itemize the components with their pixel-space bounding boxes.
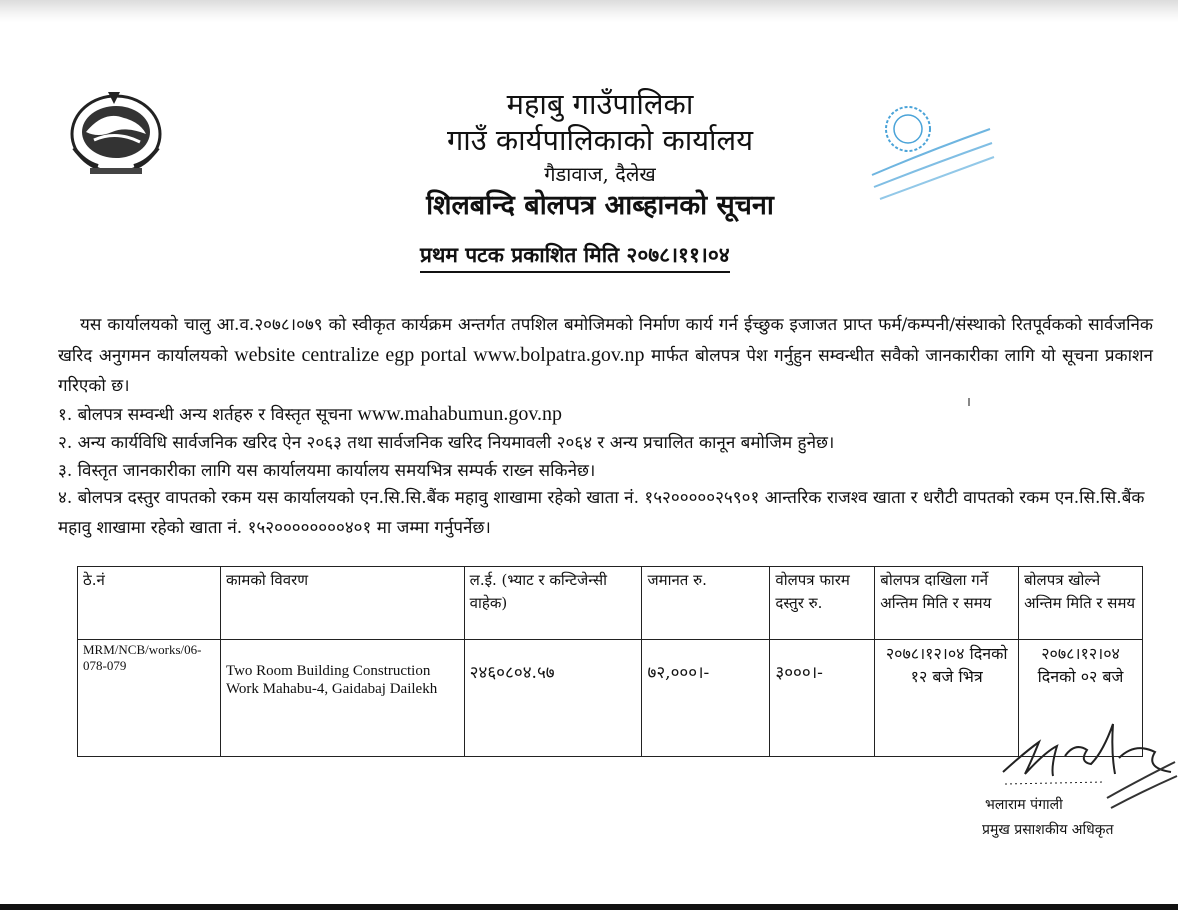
table-row [78, 640, 1143, 757]
scan-top-edge [0, 0, 1178, 22]
scan-mark [968, 398, 970, 406]
col-header-security: जमानत रु. [642, 567, 770, 640]
intro-paragraph [58, 310, 1153, 401]
notice-title: शिलबन्दि बोलपत्र आब्हानको सूचना [426, 190, 774, 221]
cell-security: ७२,०००।- [642, 640, 770, 757]
cell-ref: MRM/NCB/works/06-078-079 [78, 640, 221, 757]
office-name: गाउँ कार्यपालिकाको कार्यालय [446, 123, 754, 157]
point-3: ३. विस्तृत जानकारीका लागि यस कार्यालयमा कार्यालय समयभित्र सम्पर्क राख्न सकिनेछ। [58, 461, 596, 481]
government-emblem-icon [64, 82, 168, 180]
col-header-description: कामको विवरण [220, 567, 464, 640]
col-header-form-fee: वोलपत्र फारम दस्तुर रु. [770, 567, 875, 640]
col-header-estimate: ल.ई. (भ्याट र कन्टिजेन्सी वाहेक) [464, 567, 642, 640]
point-1-text: १. बोलपत्र सम्वन्धी अन्य शर्तहरु र विस्तृत सूचना [58, 405, 358, 425]
intro-text-part1: यस कार्यालयको चालु आ.व.२०७८।०७९ को स्वीकृत कार्यक्रम अन्तर्गत तपशिल बमोजिमको निर्माण कार्य गर्न ईच्छुक इजाजत प्राप्त फर्म/कम्पनी/संस्थाको रितपूर्वकको सार्वजनिक खरिद अनुगमन कार्यालयको [58, 315, 1153, 366]
col-header-ref: ठे.नं [78, 567, 221, 640]
point-2: २. अन्य कार्यविधि सार्वजनिक खरिद ऐन २०६३ तथा सार्वजनिक खरिद नियमावली २०६४ र अन्य प्रचालित कानून बमोजिम हुनेछ। [58, 433, 835, 453]
office-address: गैडावाज, दैलेख [544, 162, 656, 186]
table-header-row [78, 567, 1143, 640]
col-header-submit-deadline: बोलपत्र दाखिला गर्ने अन्तिम मिति र समय [875, 567, 1019, 640]
scan-bottom-edge [0, 904, 1178, 910]
tender-table [77, 566, 1143, 757]
municipality-website-link: www.mahabumun.gov.np [357, 403, 563, 425]
municipality-name: महाबु गाउँपालिका [506, 87, 694, 121]
point-4: ४. बोलपत्र दस्तुर वापतको रकम यस कार्यालयको एन.सि.सि.बैंक महावु शाखामा रहेको खाता नं. १५२०००००२५९०१ आन्तरिक राजश्व खाता र धरौटी वापतको रकम एन.सि.सि.बैंक महावु शाखामा रहेको खाता नं. १५२००००००००४०१ मा जम्मा गर्नुपर्नेछ। [58, 488, 1145, 538]
egp-portal-link: website centralize egp portal www.bolpatra.gov.np [234, 344, 645, 366]
col-header-opening: बोलपत्र खोल्ने अन्तिम मिति र समय [1019, 567, 1143, 640]
cell-submit-deadline: २०७८।१२।०४ दिनको १२ बजे भित्र [875, 640, 1019, 757]
signatory-title: प्रमुख प्रसाशकीय अधिकृत [982, 822, 1114, 838]
cell-estimate: २४६०८०४.५७ [464, 640, 642, 757]
point-1 [58, 399, 1153, 430]
signatory-name: भलाराम पंगाली [985, 797, 1063, 813]
intro-text-part2: मार्फत बोलपत्र पेश गर्नुहुन सम्वन्धीत सवैको जानकारीका लागि यो सूचना प्रकाशन गरिएको छ। [58, 346, 1153, 396]
cell-form-fee: ३०००।- [770, 640, 875, 757]
publication-date: प्रथम पटक प्रकाशित मिति २०७८।११।०४ [420, 241, 730, 273]
cell-description: Two Room Building Construction Work Mahabu-4, Gaidabaj Dailekh [220, 640, 464, 757]
cell-opening: २०७८।१२।०४ दिनको ०२ बजे [1019, 640, 1143, 757]
